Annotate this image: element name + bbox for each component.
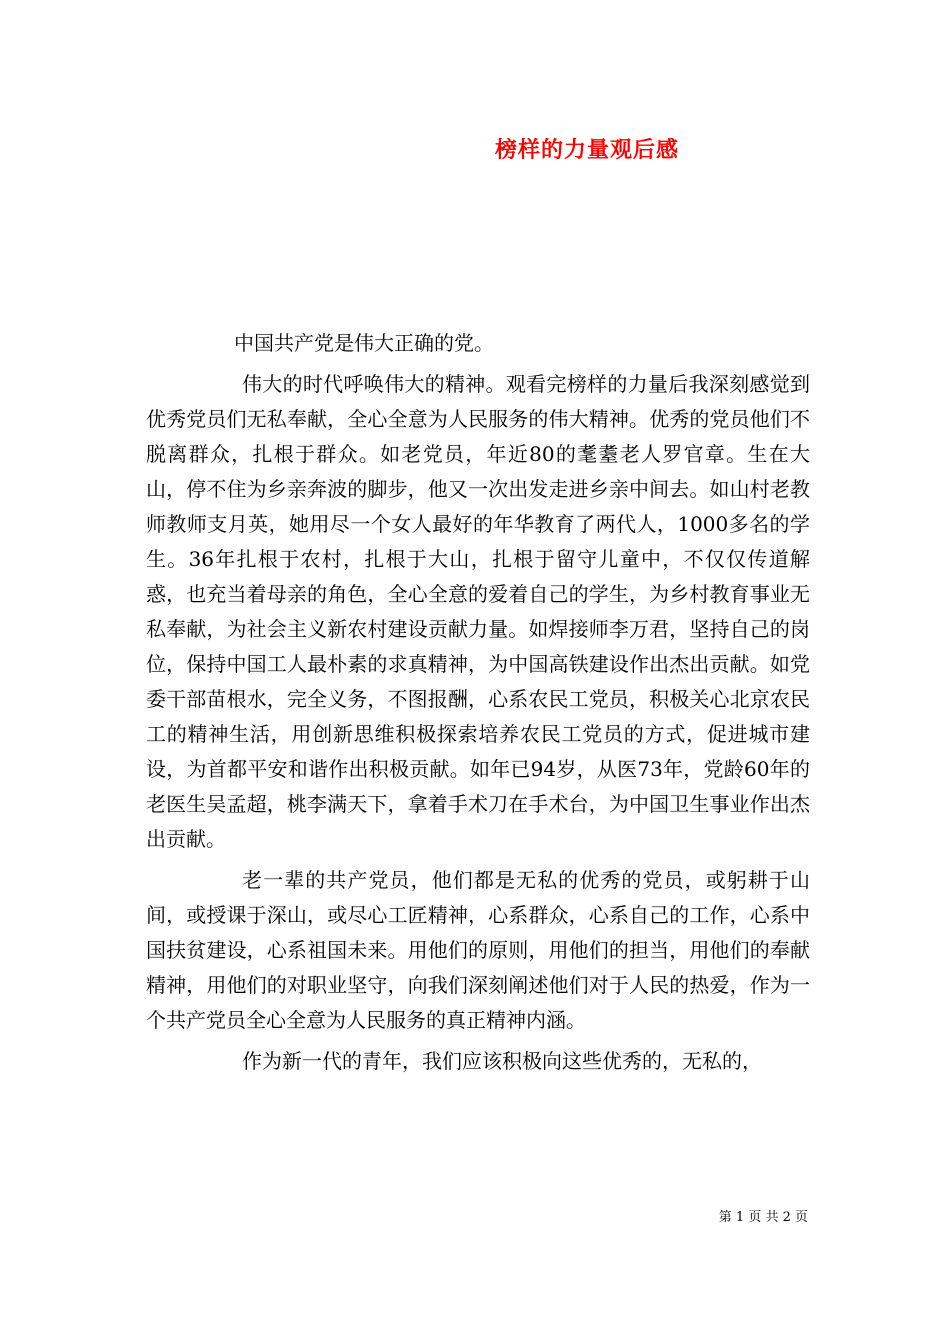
document-title: 榜样的力量观后感: [494, 137, 679, 163]
page-number: 第 1 页 共 2 页: [718, 1210, 808, 1225]
lead-sentence: 中国共产党是伟大正确的党。: [234, 331, 494, 355]
body-paragraph: 老一辈的共产党员，他们都是无私的优秀的党员，或躬耕于山间，或授课于深山，或尽心工匠精神，心系群众，心系自己的工作，心系中国扶贫建设，心系祖国未来。用他们的原则，用他们的担当，用他们的奉献精神，用他们的对职业坚守，向我们深刻阐述他们对于人民的热爱，作为一个共产党员全心全意为人民服务的真正精神内涵。: [146, 868, 810, 1032]
body-paragraph: 作为新一代的青年，我们应该积极向这些优秀的，无私的，: [242, 1049, 762, 1073]
body-paragraph: 伟大的时代呼唤伟大的精神。观看完榜样的力量后我深刻感觉到优秀党员们无私奉献，全心全意为人民服务的伟大精神。优秀的党员他们不脱离群众，扎根于群众。如老党员，年近80的耄耋老人罗官章。生在大山，停不住为乡亲奔波的脚步，他又一次出发走进乡亲中间去。如山村老教师教师支月英，她用尽一个女人最好的年华教育了两代人，1000多名的学生。36年扎根于农村，扎根于大山，扎根于留守儿童中，不仅仅传道解惑，也充当着母亲的角色，全心全意的爱着自己的学生，为乡村教育事业无私奉献，为社会主义新农村建设贡献力量。如焊接师李万君，坚持自己的岗位，保持中国工人最朴素的求真精神，为中国高铁建设作出杰出贡献。如党委干部苗根水，完全义务，不图报酬，心系农民工党员，积极关心北京农民工的精神生活，用创新思维积极探索培养农民工党员的方式，促进城市建设，为首都平安和谐作出积极贡献。如年已94岁，从医73年，党龄60年的老医生吴孟超，桃李满天下，拿着手术刀在手术台，为中国卫生事业作出杰出贡献。: [146, 372, 810, 851]
document-body: [146, 326, 810, 1079]
